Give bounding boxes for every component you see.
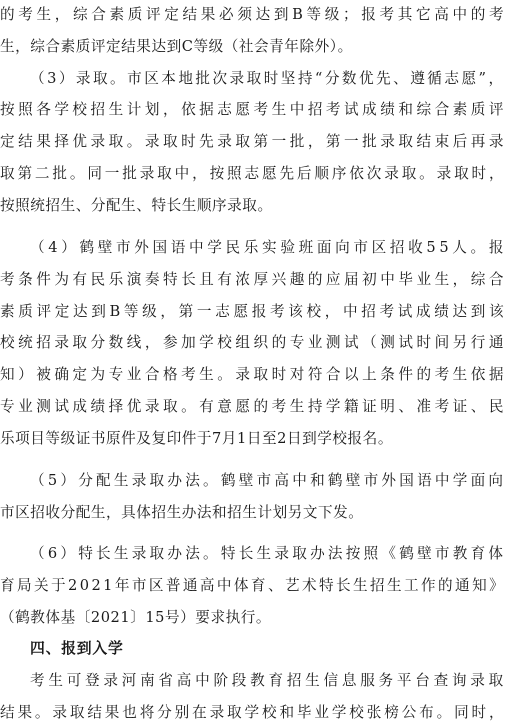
text-line: （4）鹤壁市外国语中学民乐实验班面向市区招收55人。报 (30, 239, 507, 256)
text-line: （3）录取。市区本地批次录取时坚持“分数优先、遵循志愿”， (30, 70, 506, 87)
text-line: 的考生，综合素质评定结果必须达到B等级；报考其它高中的考 (0, 6, 507, 23)
text-line: 定结果择优录取。录取时先录取第一批，第一批录取结束后再录 (0, 133, 507, 150)
text-line: 素质评定达到B等级，第一志愿报考该校，中招考试成绩达到该 (0, 303, 507, 320)
text-line: 生，综合素质评定结果达到C等级（社会青年除外）。 (0, 38, 353, 55)
text-line: 按照统招生、分配生、特长生顺序录取。 (0, 197, 273, 214)
text-line: （6）特长生录取办法。特长生录取办法按照《鹤壁市教育体 (30, 545, 507, 562)
text-line: （5）分配生录取办法。鹤壁市高中和鹤壁市外国语中学面向 (30, 472, 507, 489)
text-line: 市区招收分配生，具体招生办法和招生计划另文下发。 (0, 504, 364, 521)
text-line: 取第二批。同一批录取中，按照志愿先后顺序依次录取。录取时， (0, 165, 507, 182)
text-line: （鹤教体基〔2021〕15号）要求执行。 (0, 609, 272, 626)
section-heading: 四、报到入学 (30, 640, 124, 657)
text-line: 考条件为有民乐演奏特长且有浓厚兴趣的应届初中毕业生，综合 (0, 271, 507, 288)
text-line: 育局关于2021年市区普通高中体育、艺术特长生招生工作的通知》 (0, 577, 507, 594)
text-line: 校统招录取分数线，参加学校组织的专业测试（测试时间另行通 (0, 334, 507, 351)
text-line: 结果。录取结果也将分别在录取学校和毕业学校张榜公布。同时， (0, 704, 507, 721)
text-line: 知）被确定为专业合格考生。录取时对符合以上条件的考生依据 (0, 366, 507, 383)
text-line: 专业测试成绩择优录取。有意愿的考生持学籍证明、准考证、民 (0, 398, 507, 415)
text-line: 按照各学校招生计划，依据志愿考生中招考试成绩和综合素质评 (0, 101, 507, 118)
text-line: 考生可登录河南省高中阶段教育招生信息服务平台查询录取 (30, 672, 507, 689)
text-line: 乐项目等级证书原件及复印件于7月1日至2日到学校报名。 (0, 430, 393, 447)
